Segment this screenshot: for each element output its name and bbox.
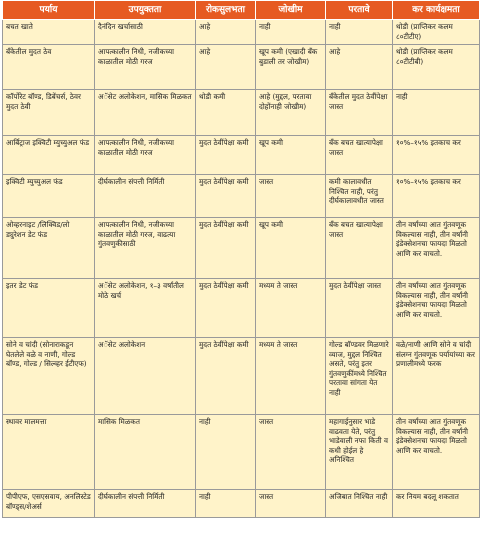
cell-risk: खूप कमी: [256, 218, 326, 279]
cell-risk: मध्यम ते जास्त: [256, 279, 326, 338]
cell-returns: कमी कालावधीत निश्चित नाही, परंतु दीर्घकालावधीत जास्त: [326, 175, 393, 218]
cell-suitability: अॅसेट अलोकेशन, १–३ वर्षांतील मोठे खर्च: [95, 279, 196, 338]
cell-suitability: दैनंदिन खर्चासाठी: [95, 20, 196, 45]
cell-suitability: दीर्घकालीन संपत्ती निर्मिती: [95, 490, 196, 518]
cell-tax: तीन वर्षांच्या आत गुंतवणूक विकल्यास नाही, तीन वर्षांनी इंडेक्सेशनचा फायदा मिळतो आणि कर वाचतो.: [393, 279, 480, 338]
cell-suitability: अॅसेट अलोकेशन: [95, 338, 196, 415]
header-option: पर्याय: [3, 1, 95, 20]
cell-risk: खूप कमी: [256, 136, 326, 175]
cell-option: बँकेतील मुदत ठेव: [3, 45, 95, 90]
cell-liquidity: थोडी कमी: [196, 90, 256, 136]
cell-returns: बँकेतील मुदत ठेवींपेक्षा जास्त: [326, 90, 393, 136]
cell-option: आर्बिट्राज इक्विटी म्युच्युअल फंड: [3, 136, 95, 175]
cell-risk: जास्त: [256, 415, 326, 490]
cell-liquidity: नाही: [196, 415, 256, 490]
cell-liquidity: मुदत ठेवींपेक्षा कमी: [196, 218, 256, 279]
cell-returns: अजिबात निश्चित नाही: [326, 490, 393, 518]
cell-suitability: मासिक मिळकत: [95, 415, 196, 490]
cell-suitability: दीर्घकालीन संपत्ती निर्मिती: [95, 175, 196, 218]
cell-suitability: अॅसेट अलोकेशन, मासिक मिळकत: [95, 90, 196, 136]
table-row: [3, 218, 480, 279]
cell-returns: गोल्ड बॉण्डवर मिळणारे व्याज, मुद्दल निश्चित असते, परंतु इतर गुंतवणुकींमध्ये निश्चित परतावा सांगता येत नाही: [326, 338, 393, 415]
cell-risk: जास्त: [256, 490, 326, 518]
cell-tax: थोडी (प्राप्तिकर कलम ८०टीटीबी): [393, 45, 480, 90]
cell-liquidity: आहे: [196, 20, 256, 45]
table-row: [3, 415, 480, 490]
cell-option: सोने व चांदी (सोनाराकडून घेतलेले वळे व नाणी, गोल्ड बॉण्ड, गोल्ड / सिल्व्हर ईटीएफ): [3, 338, 95, 415]
header-risk: जोखीम: [256, 1, 326, 20]
table-body: [3, 20, 480, 518]
table-row: [3, 338, 480, 415]
header-suitability: उपयुक्तता: [95, 1, 196, 20]
cell-liquidity: मुदत ठेवींपेक्षा कमी: [196, 175, 256, 218]
header-liquidity: रोकसुलभता: [196, 1, 256, 20]
cell-liquidity: नाही: [196, 490, 256, 518]
table-row: [3, 490, 480, 518]
cell-option: पीपीएफ, एसएसवाय, अनलिस्टेड बॉण्ड्स/शेअर्स: [3, 490, 95, 518]
cell-tax: कर नियम बदलू शकतात: [393, 490, 480, 518]
cell-option: इक्विटी म्युच्युअल फंड: [3, 175, 95, 218]
header-returns: परतावे: [326, 1, 393, 20]
comparison-table: [2, 0, 480, 518]
table-row: [3, 45, 480, 90]
cell-option: इतर डेट फंड: [3, 279, 95, 338]
cell-returns: बँक बचत खात्यापेक्षा जास्त: [326, 218, 393, 279]
cell-tax: नाही: [393, 90, 480, 136]
cell-risk: खूप कमी (एखादी बँक बुडाली तर जोखीम): [256, 45, 326, 90]
cell-suitability: आपत्कालीन निधी, नजीकच्या काळातील मोठी गरज: [95, 136, 196, 175]
cell-tax: तीन वर्षांच्या आत गुंतवणूक विकल्यास नाही, तीन वर्षांनी इंडेक्सेशनचा फायदा मिळतो आणि कर वाचतो.: [393, 415, 480, 490]
cell-option: बचत खाते: [3, 20, 95, 45]
cell-tax: तीन वर्षांच्या आत गुंतवणूक विकल्यास नाही, तीन वर्षांनी इंडेक्सेशनचा फायदा मिळतो आणि कर वाचतो.: [393, 218, 480, 279]
cell-returns: महागाईनुसार भाडे वाढवता येते, परंतु भाडेवाली नफा किती व कधी होईल हे अनिश्चित: [326, 415, 393, 490]
table-header: [3, 1, 480, 20]
cell-suitability: आपत्कालीन निधी, नजीकच्या काळातील मोठी गरज, वाढत्या गुंतवणुकीसाठी: [95, 218, 196, 279]
cell-tax: थोडी (प्राप्तिकर कलम ८०टीटीए): [393, 20, 480, 45]
cell-liquidity: मुदत ठेवींपेक्षा कमी: [196, 338, 256, 415]
cell-returns: नाही: [326, 20, 393, 45]
cell-option: कॉर्पोरेट बॉण्ड, डिबेंचर्स, ठेवर मुदत ठेवी: [3, 90, 95, 136]
cell-liquidity: मुदत ठेवींपेक्षा कमी: [196, 136, 256, 175]
cell-option: स्थावर मालमत्ता: [3, 415, 95, 490]
cell-tax: वळे/नाणी आणि सोने व चांदी संलग्न गुंतवणूक पर्यायांच्या कर प्रणालीमध्ये फरक: [393, 338, 480, 415]
cell-returns: मुदत ठेवींपेक्षा जास्त: [326, 279, 393, 338]
cell-risk: जास्त: [256, 175, 326, 218]
cell-liquidity: आहे: [196, 45, 256, 90]
cell-liquidity: मुदत ठेवींपेक्षा कमी: [196, 279, 256, 338]
cell-risk: आहे (मुद्दल, परतावा दोहोंनाही जोखीम): [256, 90, 326, 136]
cell-risk: नाही: [256, 20, 326, 45]
table-row: [3, 279, 480, 338]
cell-returns: आहे: [326, 45, 393, 90]
table-row: [3, 136, 480, 175]
cell-tax: १०%–१५% इतकाच कर: [393, 136, 480, 175]
table-row: [3, 90, 480, 136]
cell-returns: बँक बचत खात्यापेक्षा जास्त: [326, 136, 393, 175]
cell-option: ओव्हरनाइट /लिक्विड/लो ड्युरेशन डेट फंड: [3, 218, 95, 279]
cell-suitability: आपत्कालीन निधी, नजीकच्या काळातील मोठी गरज: [95, 45, 196, 90]
cell-tax: १०%–१५% इतकाच कर: [393, 175, 480, 218]
header-tax-efficiency: कर कार्यक्षमता: [393, 1, 480, 20]
table-row: [3, 20, 480, 45]
cell-risk: मध्यम ते जास्त: [256, 338, 326, 415]
table-row: [3, 175, 480, 218]
